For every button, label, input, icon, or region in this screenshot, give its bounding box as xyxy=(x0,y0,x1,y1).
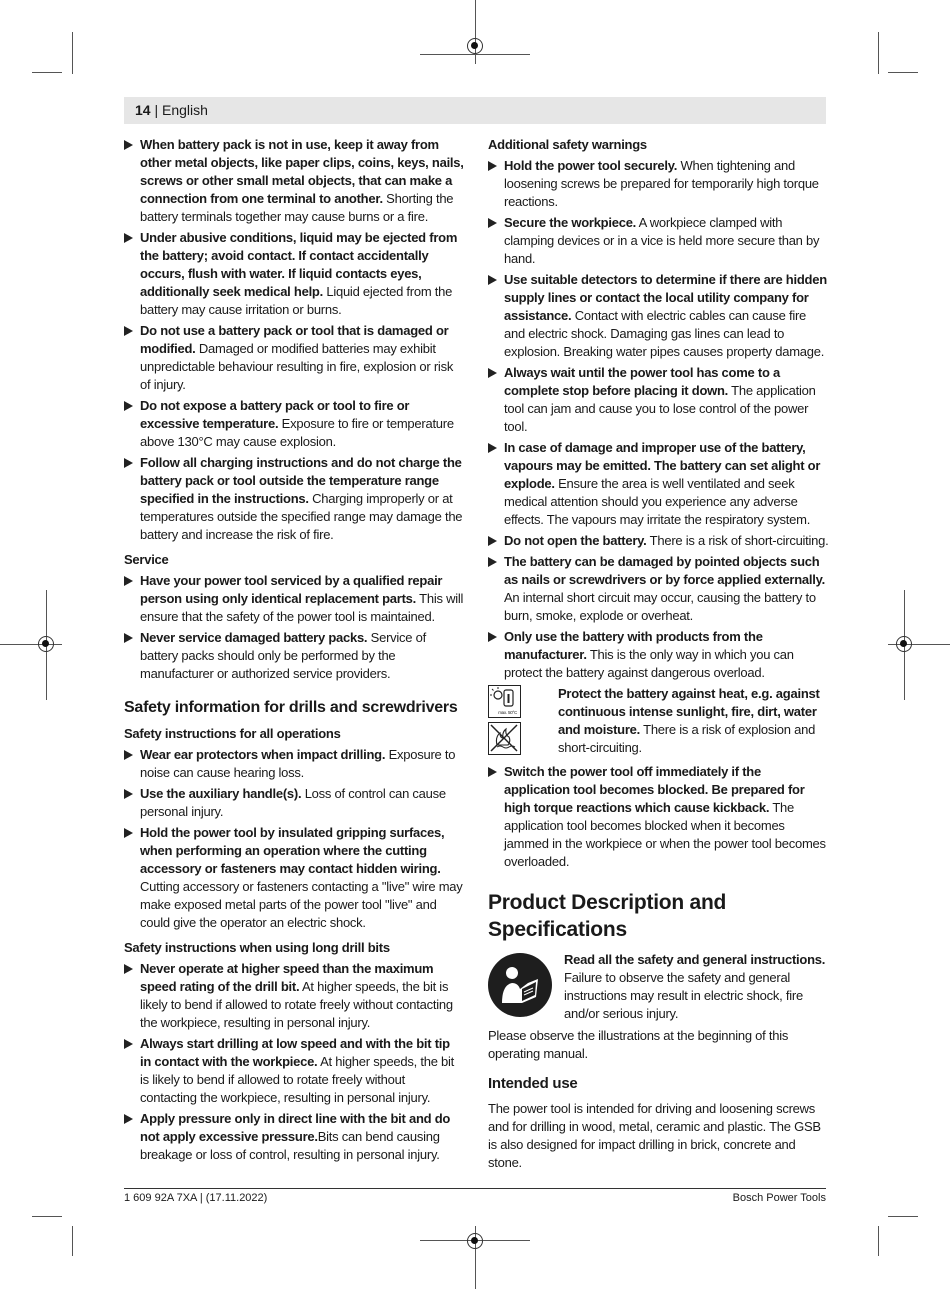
list-item: Do not use a battery pack or tool that is damaged or modified. Damaged or modified batteries may exhibit unpredictable behaviour resulting in fire, explosion or risk of injury. xyxy=(124,322,464,394)
list-item: Never service damaged battery packs. Service of battery packs should only be performed by the manufacturer or authorized service providers. xyxy=(124,629,464,683)
list-item: Under abusive conditions, liquid may be ejected from the battery; avoid contact. If contact accidentally occurs, flush with water. If liquid contacts eyes, additionally seek medical help. Liquid ejected from the battery may cause irritation or burns. xyxy=(124,229,464,319)
subheading-long-drill-bits: Safety instructions when using long drill bits xyxy=(124,940,390,955)
list-item: The battery can be damaged by pointed objects such as nails or screwdrivers or by force applied externally. An internal short circuit may occur, causing the battery to burn, smoke, explode or overheat. xyxy=(488,553,830,625)
bullet-icon xyxy=(488,161,497,171)
list-item: Always wait until the power tool has come to a complete stop before placing it down. The application tool can jam and cause you to lose control of the power tool. xyxy=(488,364,830,436)
list-item: Wear ear protectors when impact drilling. Exposure to noise can cause hearing loss. xyxy=(124,746,464,782)
read-instructions-text: Read all the safety and general instructions. Failure to observe the safety and general instructions may result in electric shock, fire and/or serious injury. xyxy=(564,952,826,1021)
registration-mark-icon xyxy=(467,38,483,54)
crop-mark xyxy=(72,1226,73,1256)
list-item: Have your power tool serviced by a qualified repair person using only identical replacement parts. This will ensure that the safety of the power tool is maintained. xyxy=(124,572,464,626)
list-item: Use the auxiliary handle(s). Loss of control can cause personal injury. xyxy=(124,785,464,821)
section-heading-intended-use: Intended use xyxy=(488,1075,578,1092)
list-item: Always start drilling at low speed and with the bit tip in contact with the workpiece. At higher speeds, the bit is likely to bend if allowed to rotate freely without contacting the workpiece, resulting in personal injury. xyxy=(124,1035,464,1107)
header-language: English xyxy=(162,102,208,118)
warning-icons xyxy=(488,685,558,759)
bullet-icon xyxy=(124,789,133,799)
bullet-icon xyxy=(124,964,133,974)
header-text xyxy=(135,102,208,118)
registration-mark-icon xyxy=(896,636,912,652)
footer-divider xyxy=(124,1188,826,1189)
reading-person-icon xyxy=(488,953,552,1017)
sun-thermometer-icon xyxy=(489,686,519,716)
list-item: Do not open the battery. There is a risk of short-circuiting. xyxy=(488,532,830,550)
footer-brand: Bosch Power Tools xyxy=(732,1192,826,1204)
crop-mark xyxy=(888,1216,918,1217)
bullet-icon xyxy=(124,576,133,586)
list-item: Only use the battery with products from the manufacturer. This is the only way in which you can protect the battery against dangerous overload. xyxy=(488,628,830,682)
bullet-icon xyxy=(488,368,497,378)
list-item: Do not expose a battery pack or tool to fire or excessive temperature. Exposure to fire or temperature above 130°C may cause explosion. xyxy=(124,397,464,451)
crop-mark xyxy=(32,72,62,73)
page-number: 14 xyxy=(135,102,151,118)
bullet-icon xyxy=(488,443,497,453)
bullet-icon xyxy=(124,458,133,468)
list-item: Follow all charging instructions and do not charge the battery pack or tool outside the temperature range specified in the instructions. Charging improperly or at temperatures outside the specified range may damage the battery and increase the risk of fire. xyxy=(124,454,464,544)
bullet-icon xyxy=(124,828,133,838)
observe-illustrations-text: Please observe the illustrations at the beginning of this operating manual. xyxy=(488,1028,789,1061)
list-item: Switch the power tool off immediately if the application tool becomes blocked. Be prepared for high torque reactions which cause kickback. The application tool becomes blocked when it becomes jammed in the workpiece or when the power tool becomes overloaded. xyxy=(488,763,830,871)
bullet-icon xyxy=(124,1114,133,1124)
bullet-icon xyxy=(124,233,133,243)
bullet-icon xyxy=(124,750,133,760)
temperature-warning-icon xyxy=(488,685,521,718)
list-item: Never operate at higher speed than the maximum speed rating of the drill bit. At higher speeds, the bit is likely to bend if allowed to rotate freely without contacting the workpiece, resulting in personal injury. xyxy=(124,960,464,1032)
bullet-icon xyxy=(488,767,497,777)
crop-mark xyxy=(72,32,73,74)
section-heading-service: Service xyxy=(124,552,169,567)
list-item: Use suitable detectors to determine if there are hidden supply lines or contact the local utility company for assistance. Contact with electric cables can cause fire and electric shock. Damaging gas lines can lead to explosion. Breaking water pipes causes property damage. xyxy=(488,271,830,361)
read-instructions-block xyxy=(488,951,830,1023)
bullet-icon xyxy=(124,401,133,411)
bullet-icon xyxy=(124,326,133,336)
crop-mark xyxy=(32,1216,62,1217)
list-item: Secure the workpiece. A workpiece clamped with clamping devices or in a vice is held more secure than by hand. xyxy=(488,214,830,268)
registration-mark-icon xyxy=(38,636,54,652)
no-fire-water-icon xyxy=(488,722,521,755)
list-item: Hold the power tool securely. When tightening and loosening screws be prepared for temporarily high torque reactions. xyxy=(488,157,830,211)
subheading-all-operations: Safety instructions for all operations xyxy=(124,726,341,741)
bullet-icon xyxy=(488,218,497,228)
bullet-icon xyxy=(488,275,497,285)
read-manual-icon xyxy=(488,953,552,1017)
bullet-icon xyxy=(488,632,497,642)
bullet-icon xyxy=(124,140,133,150)
page-header xyxy=(124,97,826,124)
bullet-icon xyxy=(124,633,133,643)
temperature-limit-label: max. 50°C xyxy=(498,710,517,715)
bullet-icon xyxy=(124,1039,133,1049)
list-item: Apply pressure only in direct line with the bit and do not apply excessive pressure.Bits can bend causing breakage or loss of control, resulting in personal injury. xyxy=(124,1110,464,1164)
intended-use-text: The power tool is intended for driving and loosening screws and for drilling in wood, metal, ceramic and plastic. The GSB is also designed for impact drilling in brick, concrete and stone. xyxy=(488,1101,821,1170)
right-column xyxy=(488,136,830,1175)
list-item: Hold the power tool by insulated gripping surfaces, when performing an operation where the cutting accessory or fasteners may contact hidden wiring. Cutting accessory or fasteners contacting a "live" wire may make exposed metal parts of the power tool "live" and could give the operator an electric shock. xyxy=(124,824,464,932)
protect-battery-block xyxy=(488,685,830,759)
section-heading-additional: Additional safety warnings xyxy=(488,137,647,152)
crop-mark xyxy=(888,72,918,73)
crop-mark xyxy=(420,54,530,55)
protect-battery-text: Protect the battery against heat, e.g. against continuous intense sunlight, fire, dirt, water and moisture. There is a risk of explosion and short-circuiting. xyxy=(558,686,820,755)
bullet-icon xyxy=(488,536,497,546)
registration-mark-icon xyxy=(467,1233,483,1249)
section-heading-drills: Safety information for drills and screwdrivers xyxy=(124,699,458,716)
crop-mark xyxy=(878,1226,879,1256)
header-separator: | xyxy=(150,102,162,118)
list-item: When battery pack is not in use, keep it away from other metal objects, like paper clips, coins, keys, nails, screws or other small metal objects, that can make a connection from one terminal to another. Shorting the battery terminals together may cause burns or a fire. xyxy=(124,136,464,226)
left-column xyxy=(124,136,464,1167)
bullet-icon xyxy=(488,557,497,567)
crop-mark xyxy=(878,32,879,74)
list-item: In case of damage and improper use of the battery, vapours may be emitted. The battery can set alight or explode. Ensure the area is well ventilated and seek medical attention should you experience any adverse effects. The vapours may irritate the respiratory system. xyxy=(488,439,830,529)
prohibited-icon xyxy=(489,723,519,753)
footer-document-number: 1 609 92A 7XA | (17.11.2022) xyxy=(124,1192,268,1204)
section-heading-product: Product Description and Specifications xyxy=(488,891,727,941)
